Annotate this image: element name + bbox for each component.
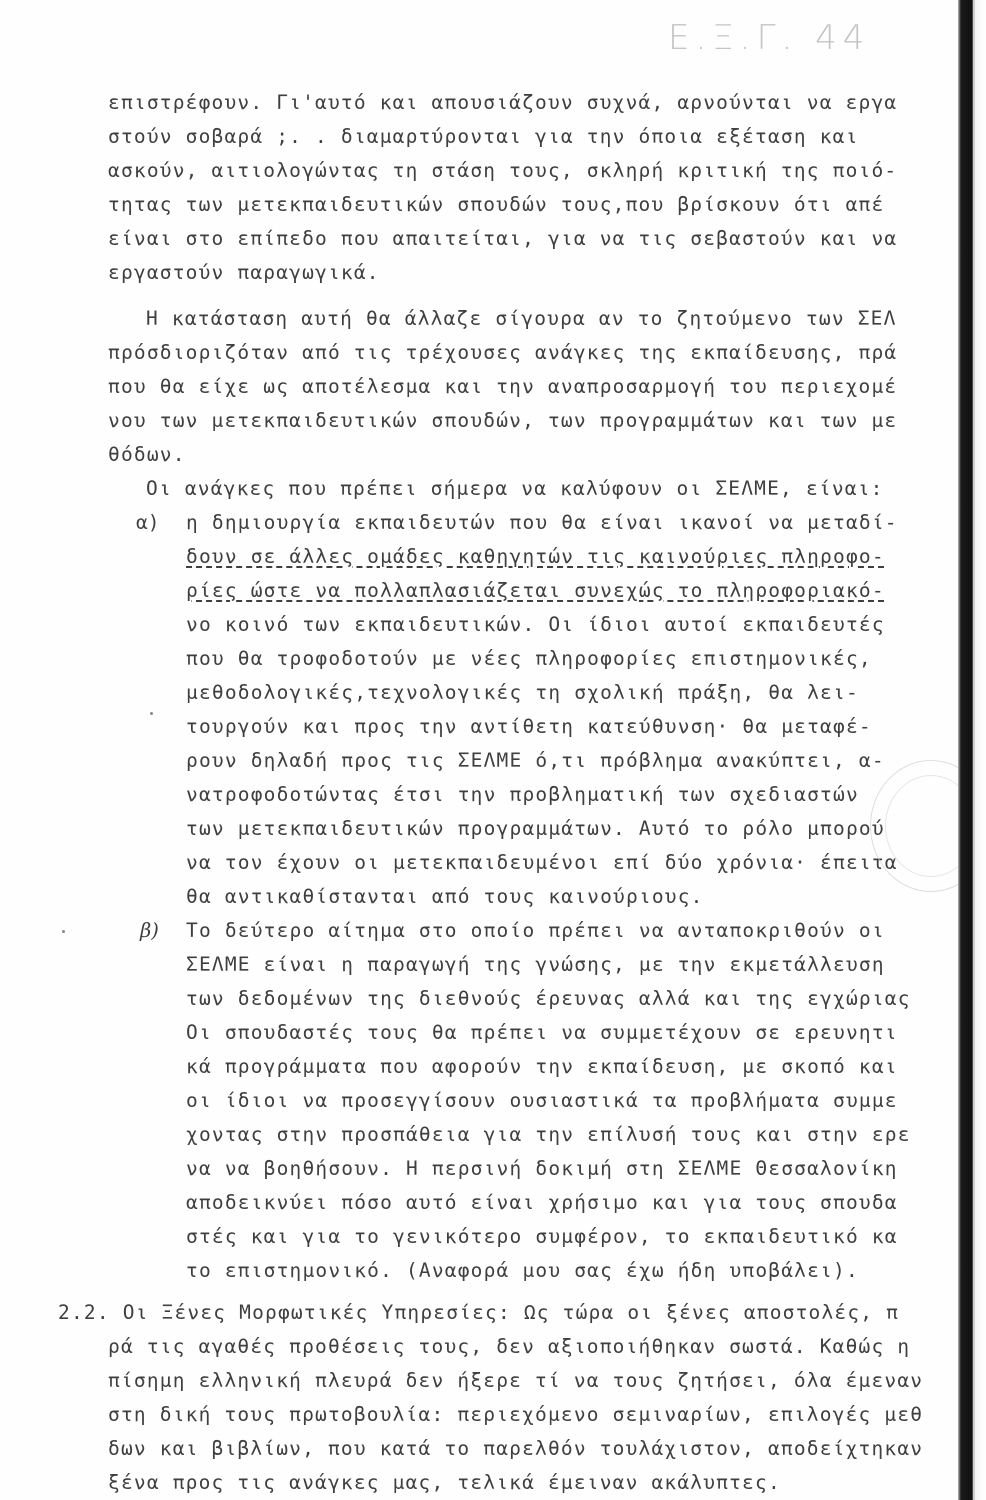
text-line: ρουν δηλαδή προς τις ΣΕΛΜΕ ό,τι πρόβλημα ανακύπτει, α- — [186, 749, 885, 772]
text-line: στούν σοβαρά ;. . διαμαρτύρονται για την όποια εξέταση και — [108, 125, 859, 148]
text-line: στη δική τους πρωτοβουλία: περιεχόμενο σεμιναρίων, επιλογές μεθ — [108, 1403, 924, 1426]
text-line-underlined: δουν σε άλλες ομάδες καθηγητών τις καινούριες πληροφο- — [186, 545, 885, 568]
text-line: Το δεύτερο αίτημα στο οποίο πρέπει να ανταποκριθούν οι — [186, 919, 885, 942]
text-line: κά προγράμματα που αφορούν την εκπαίδευση, με σκοπό και — [186, 1055, 898, 1078]
text-line: μεθοδολογικές,τεχνολογικές τη σχολική πράξη, θα λει- — [186, 681, 859, 704]
list-marker-a: α) — [136, 511, 160, 534]
ink-speck — [150, 712, 153, 715]
text-line: που θα τροφοδοτούν με νέες πληροφορίες επιστημονικές, — [186, 647, 872, 670]
text-line: η δημιουργία εκπαιδευτών που θα είναι ικανοί να μεταδί- — [186, 511, 898, 534]
text-line: θόδων. — [108, 443, 186, 466]
text-line: το επιστημονικό. (Αναφορά μου σας έχω ήδη υποβάλει). — [186, 1259, 859, 1282]
text-line: στές και για το γενικότερο συμφέρον, το εκπαιδευτικό κα — [186, 1225, 898, 1248]
text-line: Οι σπουδαστές τους θα πρέπει να συμμετέχουν σε ερευνητι — [186, 1021, 898, 1044]
text-line: χοντας στην προσπάθεια για την επίλυσή τους και στην ερε — [186, 1123, 911, 1146]
text-line: των μετεκπαιδευτικών προγραμμάτων. Αυτό το ρόλο μπορού — [186, 817, 885, 840]
text-line: δων και βιβλίων, που κατά το παρελθόν τουλάχιστον, αποδείχτηκαν — [108, 1437, 924, 1460]
text-line: επιστρέφουν. Γι'αυτό και απουσιάζουν συχνά, αρνούνται να εργα — [108, 91, 898, 114]
text-line: να να βοηθήσουν. Η περσινή δοκιμή στη ΣΕΛΜΕ Θεσσαλονίκη — [186, 1157, 898, 1180]
text-line: πίσημη ελληνική πλευρά δεν ήξερε τί να τους ζητήσει, όλα έμεναν — [108, 1369, 924, 1392]
text-line: τητας των μετεκπαιδευτικών σπουδών τους,που βρίσκουν ότι απέ — [108, 193, 885, 216]
section-heading-line: 2.2. Οι Ξένες Μορφωτικές Υπηρεσίες: Ως τώρα οι ξένες αποστολές, π — [58, 1301, 900, 1324]
text-line: που θα είχε ως αποτέλεσμα και την αναπροσαρμογή του περιεχομέ — [108, 375, 898, 398]
text-line: εργαστούν παραγωγικά. — [108, 261, 380, 284]
text-line: Η κατάσταση αυτή θα άλλαζε σίγουρα αν το ζητούμενο των ΣΕΛ — [146, 307, 897, 330]
text-line: ΣΕΛΜΕ είναι η παραγωγή της γνώσης, με την εκμετάλλευση — [186, 953, 885, 976]
text-line: θα αντικαθίστανται από τους καινούριους. — [186, 885, 704, 908]
list-marker-b: β) — [140, 919, 159, 942]
text-line: νου των μετεκπαιδευτικών σπουδών, των προγραμμάτων και των με — [108, 409, 898, 432]
text-line: ασκούν, αιτιολογώντας τη στάση τους, σκληρή κριτική της ποιό- — [108, 159, 898, 182]
text-line-underlined: ρίες ώστε να πολλαπλασιάζεται συνεχώς το πληροφοριακό- — [186, 579, 885, 602]
text-line: των δεδομένων της διεθνούς έρευνας αλλά και της εγχώριας — [186, 987, 911, 1010]
archive-reference-mark: Ε.Ξ.Γ. 44 — [668, 18, 871, 58]
text-line: νατροφοδοτώντας έτσι την προβληματική των σχεδιαστών — [186, 783, 859, 806]
text-line: είναι στο επίπεδο που απαιτείται, για να τις σεβαστούν και να — [108, 227, 898, 250]
text-line: ξένα προς τις ανάγκες μας, τελικά έμειναν ακάλυπτες. — [108, 1471, 781, 1494]
scan-edge-strip — [958, 0, 986, 1500]
text-line: ρά τις αγαθές προθέσεις τους, δεν αξιοποιήθηκαν σωστά. Καθώς η — [108, 1335, 911, 1358]
text-line: οι ίδιοι να προσεγγίσουν ουσιαστικά τα προβλήματα συμμε — [186, 1089, 898, 1112]
text-line: τουργούν και προς την αντίθετη κατεύθυνση· θα μεταφέ- — [186, 715, 872, 738]
text-line: αποδεικνύει πόσο αυτό είναι χρήσιμο και για τους σπουδα — [186, 1191, 898, 1214]
text-line: Οι ανάγκες που πρέπει σήμερα να καλύφουν οι ΣΕΛΜΕ, είναι: — [146, 477, 884, 500]
ink-speck — [62, 930, 65, 933]
text-line: να τον έχουν οι μετεκπαιδευμένοι επί δύο χρόνια· έπειτα — [186, 851, 898, 874]
text-line: νο κοινό των εκπαιδευτικών. Οι ίδιοι αυτοί εκπαιδευτές — [186, 613, 885, 636]
text-line: πρόσδιοριζόταν από τις τρέχουσες ανάγκες της εκπαίδευσης, πρά — [108, 341, 898, 364]
